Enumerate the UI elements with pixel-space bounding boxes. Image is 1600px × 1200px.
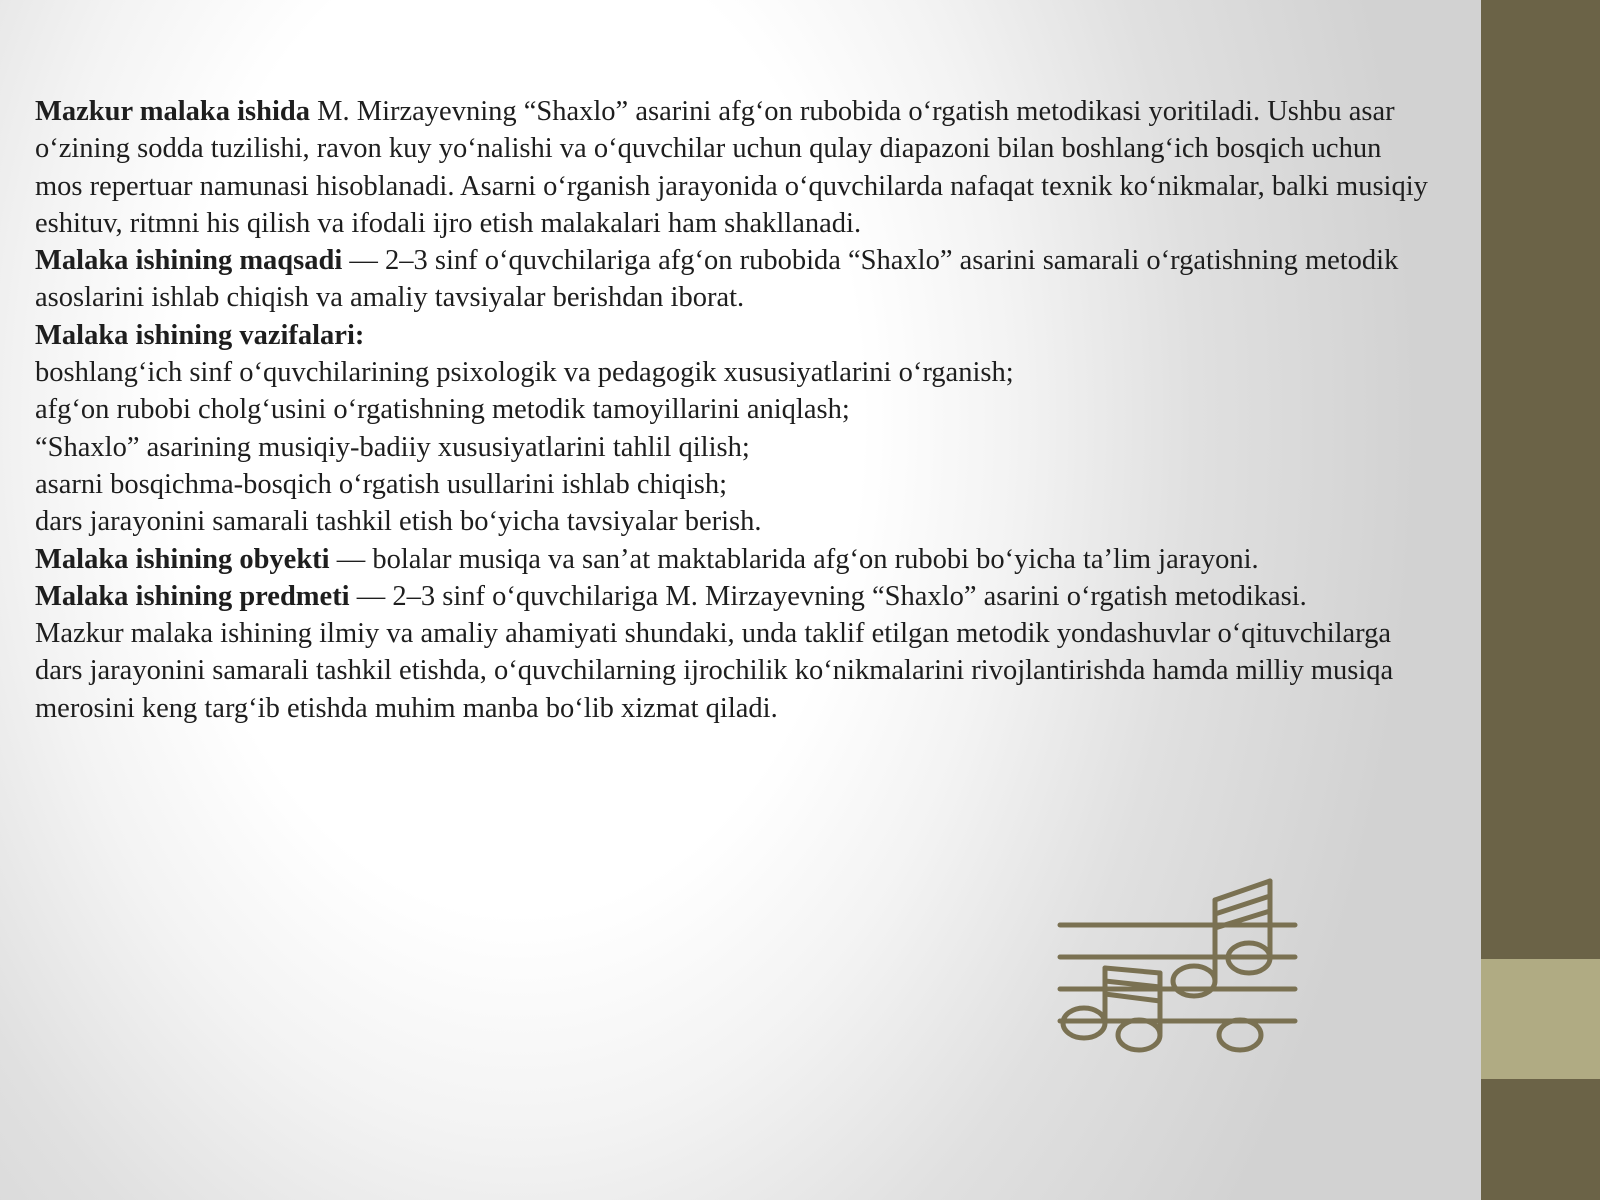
tasks-heading: Malaka ishining vazifalari: [35, 319, 365, 351]
significance-paragraph: Mazkur malaka ishining ilmiy va amaliy ahamiyati shundaki, unda taklif etilgan metodik yondashuvlar o‘qituvchilarga dars jarayonini samarali tashkil etishda, o‘quvchilarning ijrochilik ko‘nikmalarini rivojlantirishda hamda milliy musiqa merosini keng targ‘ib etishda muhim manba bo‘lib xizmat qiladi. [35, 618, 1394, 724]
intro-lead: Mazkur malaka ishida [35, 96, 311, 127]
task-item: dars jarayonini samarali tashkil etish bo‘yicha tavsiyalar berish. [35, 506, 762, 538]
intro-paragraph [35, 93, 1435, 242]
music-notes-icon [1055, 875, 1300, 1080]
task-item: afg‘on rubobi cholg‘usini o‘rgatishning metodik tamoyillarini aniqlash; [35, 394, 850, 426]
object-paragraph [35, 541, 1435, 578]
sidebar-accent-band [1481, 959, 1600, 1079]
task-item: asarni bosqichma-bosqich o‘rgatish usullarini ishlab chiqish; [35, 468, 728, 500]
goal-lead: Malaka ishining maqsadi [35, 245, 343, 277]
subject-paragraph [35, 578, 1435, 615]
slide-body [35, 93, 1435, 727]
decorative-sidebar [1481, 0, 1600, 1200]
task-item: “Shaxlo” asarining musiqiy-badiiy xususiyatlarini tahlil qilish; [35, 431, 750, 463]
goal-paragraph [35, 242, 1435, 317]
object-text: — bolalar musiqa va san’at maktablarida afg‘on rubobi bo‘yicha ta’lim jarayoni. [329, 543, 1259, 575]
object-lead: Malaka ishining obyekti [35, 543, 330, 575]
intro-text: M. Mirzayevning “Shaxlo” asarini afg‘on rubobida o‘rgatish metodikasi yoritiladi. Ushbu asar o‘zining sodda tuzilishi, ravon kuy yo‘nalishi va o‘quvchilar uchun qulay diapazoni bilan boshlang‘ich bosqich uchun mos repertuar namunasi hisoblanadi. Asarni o‘rganish jarayonida o‘quvchilarda nafaqat texnik ko‘nikmalar, balki musiqiy eshituv, ritmni his qilish va ifodali ijro etish malakalari ham shakllanadi. [35, 96, 1428, 239]
subject-text: — 2–3 sinf o‘quvchilariga M. Mirzayevning “Shaxlo” asarini o‘rgatish metodikasi. [349, 580, 1307, 612]
task-item: boshlang‘ich sinf o‘quvchilarining psixologik va pedagogik xususiyatlarini o‘rganish; [35, 357, 1014, 389]
subject-lead: Malaka ishining predmeti [35, 580, 350, 612]
goal-text: — 2–3 sinf o‘quvchilariga afg‘on rubobida “Shaxlo” asarini samarali o‘rgatishning metodik asoslarini ishlab chiqish va amaliy tavsiyalar berishdan iborat. [35, 245, 1399, 314]
